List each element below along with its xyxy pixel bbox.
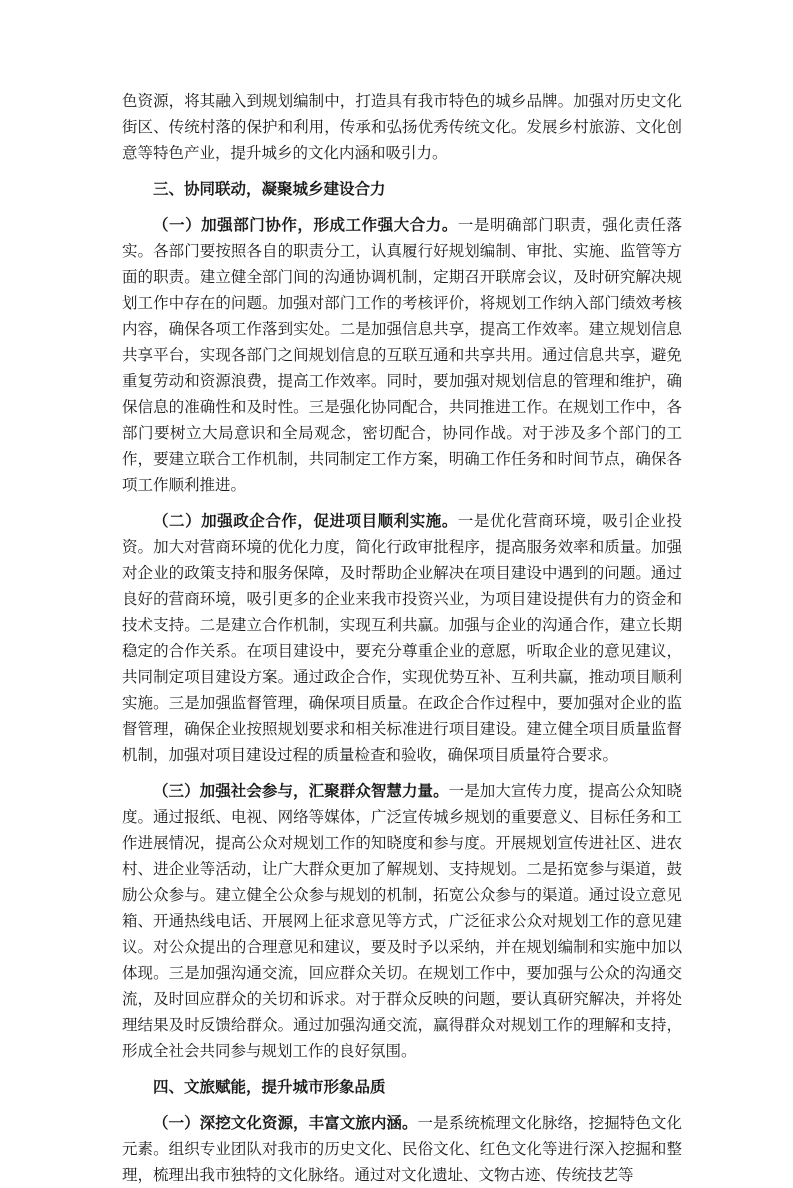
continuation-paragraph: 色资源，将其融入到规划编制中，打造具有我市特色的城乡品牌。加强对历史文化街区、传统村落的保护和利用，传承和弘扬优秀传统文化。发展乡村旅游、文化创意等特色产业，提升城乡的文化内涵和吸引力。 bbox=[122, 92, 682, 162]
paragraph-text: 一是系统梳理文化脉络，挖掘特色文化元素。组织专业团队对我市的历史文化、民俗文化、红色文化等进行深入挖掘和整理，梳理出我市独特的文化脉络。通过对文化遗址、文物古迹、传统技艺等 bbox=[122, 1114, 682, 1184]
section-heading-4: 四、文旅赋能，提升城市形象品质 bbox=[153, 1077, 386, 1096]
body-paragraph bbox=[122, 508, 682, 768]
paragraph-text: 一是优化营商环境，吸引企业投资。加大对营商环境的优化力度，简化行政审批程序，提高服务效率和质量。加强对企业的政策支持和服务保障，及时帮助企业解决在项目建设中遇到的问题。通过良好的营商环境，吸引更多的企业来我市投资兴业，为项目建设提供有力的资金和技术支持。二是建立合作机制，实现互利共赢。加强与企业的沟通合作，建立长期稳定的合作关系。在项目建设中，要充分尊重企业的意愿，听取企业的意见建议，共同制定项目建设方案。通过政企合作，实现优势互补、互利共赢，推动项目顺利实施。三是加强监督管理，确保项目质量。在政企合作过程中，要加强对企业的监督管理，确保企业按照规划要求和相关标准进行项目建设。建立健全项目质量监督机制，加强对项目建设过程的质量检查和验收，确保项目质量符合要求。 bbox=[122, 512, 682, 764]
section-heading-3: 三、协同联动，凝聚城乡建设合力 bbox=[153, 179, 386, 198]
paragraph-lead: （三）加强社会参与，汇聚群众智慧力量。 bbox=[153, 781, 449, 800]
paragraph-text: 一是加大宣传力度，提高公众知晓度。通过报纸、电视、网络等媒体，广泛宣传城乡规划的重要意义、目标任务和工作进展情况，提高公众对规划工作的知晓度和参与度。开展规划宣传进社区、进农村、进企业等活动，让广大群众更加了解规划、支持规划。二是拓宽参与渠道，鼓励公众参与。建立健全公众参与规划的机制，拓宽公众参与的渠道。通过设立意见箱、开通热线电话、开展网上征求意见等方式，广泛征求公众对规划工作的意见建议。对公众提出的合理意见和建议，要及时予以采纳，并在规划编制和实施中加以体现。三是加强沟通交流，回应群众关切。在规划工作中，要加强与公众的沟通交流，及时回应群众的关切和诉求。对于群众反映的问题，要认真研究解决，并将处理结果及时反馈给群众。通过加强沟通交流，赢得群众对规划工作的理解和支持，形成全社会共同参与规划工作的良好氛围。 bbox=[122, 782, 682, 1060]
paragraph-lead: （一）深挖文化资源，丰富文旅内涵。 bbox=[153, 1113, 418, 1132]
paragraph-text: 一是明确部门职责，强化责任落实。各部门要按照各自的职责分工，认真履行好规划编制、审批、实施、监管等方面的职责。建立健全部门间的沟通协调机制，定期召开联席会议，及时研究解决规划工作中存在的问题。加强对部门工作的考核评价，将规划工作纳入部门绩效考核内容，确保各项工作落到实处。二是加强信息共享，提高工作效率。建立规划信息共享平台，实现各部门之间规划信息的互联互通和共享共用。通过信息共享，避免重复劳动和资源浪费，提高工作效率。同时，要加强对规划信息的管理和维护，确保信息的准确性和及时性。三是强化协同配合，共同推进工作。在规划工作中，各部门要树立大局意识和全局观念，密切配合，协同作战。对于涉及多个部门的工作，要建立联合工作机制，共同制定工作方案，明确工作任务和时间节点，确保各项工作顺利推进。 bbox=[122, 216, 682, 494]
body-paragraph bbox=[122, 778, 682, 1064]
body-paragraph bbox=[122, 212, 682, 498]
paragraph-lead: （一）加强部门协作，形成工作强大合力。 bbox=[153, 215, 458, 234]
paragraph-lead: （二）加强政企合作，促进项目顺利实施。 bbox=[153, 511, 458, 530]
document-page bbox=[122, 88, 682, 1188]
